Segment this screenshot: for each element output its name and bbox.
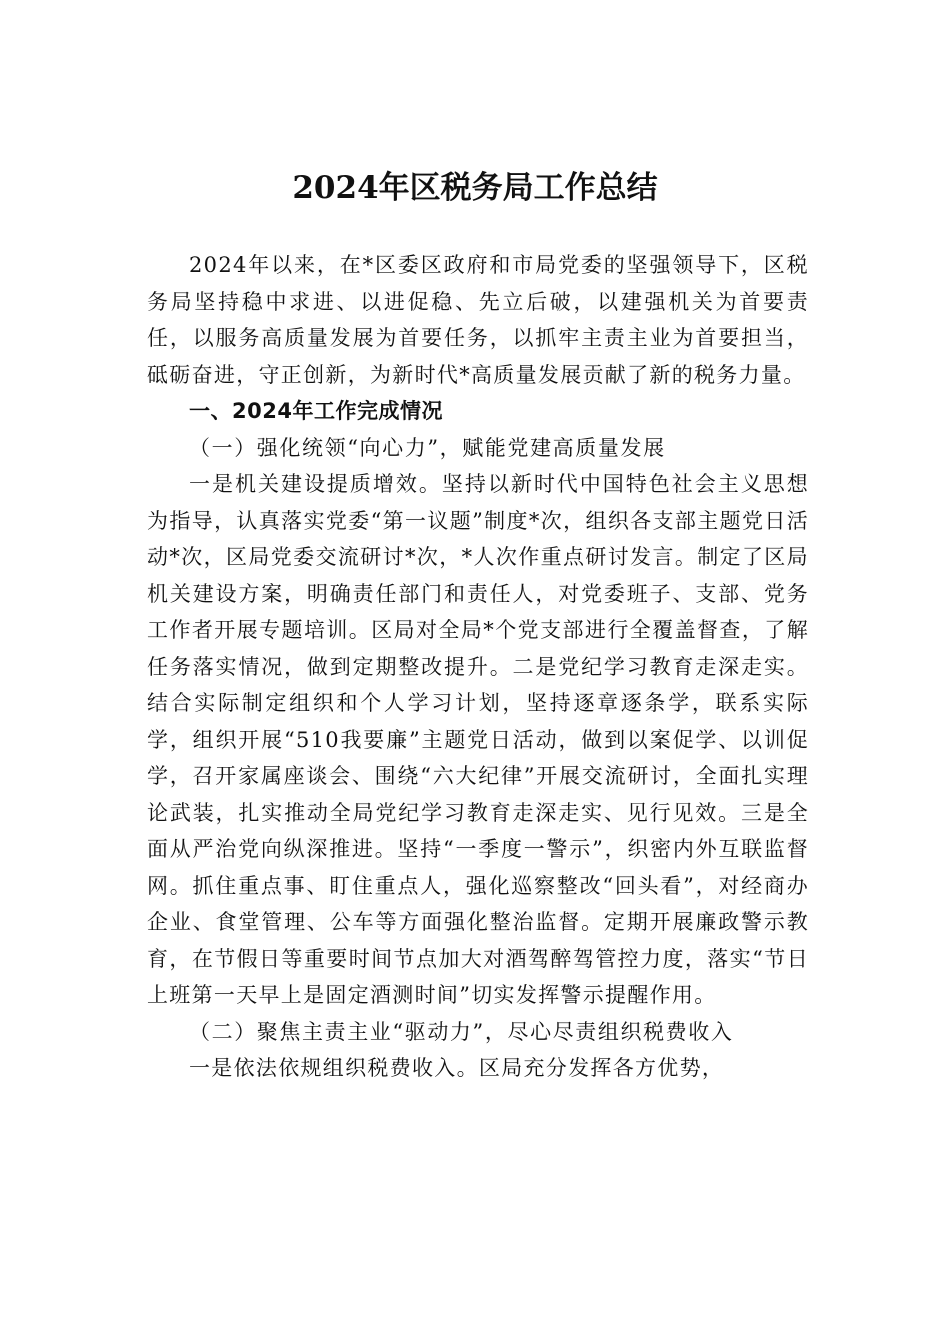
intro-paragraph: 2024年以来，在*区委区政府和市局党委的坚强领导下，区税务局坚持稳中求进、以进促稳、先立后破，以建强机关为首要责任，以服务高质量发展为首要任务，以抓牢主责主业为首要担当，砥砺奋进，守正创新，为新时代*高质量发展贡献了新的税务力量。 — [147, 253, 809, 387]
subsection-heading: （一）强化统领“向心力”，赋能党建高质量发展 — [189, 435, 666, 460]
section-heading: 一、2024年工作完成情况 — [189, 399, 443, 423]
body-paragraph: 一是依法依规组织税费收入。区局充分发挥各方优势， — [189, 1056, 725, 1080]
subsection-heading: （二）聚焦主责主业“驱动力”，尽心尽责组织税费收入 — [189, 1019, 734, 1044]
body-paragraph: 一是机关建设提质增效。坚持以新时代中国特色社会主义思想为指导，认真落实党委“第一议题”制度*次，组织各支部主题党日活动*次，区局党委交流研讨*次，*人次作重点研讨发言。制定了区局机关建设方案，明确责任部门和责任人，对党委班子、支部、党务工作者开展专题培训。区局对全局*个党支部进行全覆盖督查，了解任务落实情况，做到定期整改提升。二是党纪学习教育走深走实。结合实际制定组织和个人学习计划，坚持逐章逐条学，联系实际学，组织开展“510我要廉”主题党日活动，做到以案促学、以训促学，召开家属座谈会、围绕“六大纪律”开展交流研讨，全面扎实理论武装，扎实推动全局党纪学习教育走深走实、见行见效。三是全面从严治党向纵深推进。坚持“一季度一警示”，织密内外互联监督网。抓住重点事、盯住重点人，强化巡察整改“回头看”，对经商办企业、食堂管理、公车等方面强化整治监督。定期开展廉政警示教育，在节假日等重要时间节点加大对酒驾醉驾管控力度，落实“节日上班第一天早上是固定酒测时间”切实发挥警示提醒作用。 — [147, 472, 809, 1007]
document-body — [147, 247, 809, 1087]
document-title: 2024年区税务局工作总结 — [292, 170, 658, 206]
